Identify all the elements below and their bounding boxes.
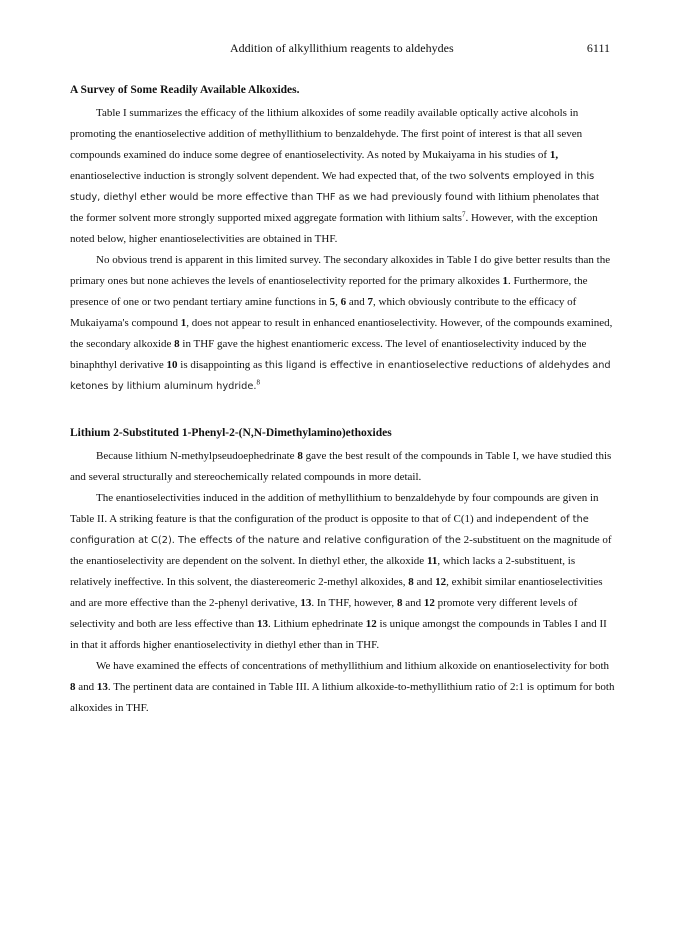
page-header	[70, 41, 610, 57]
section-heading-ethoxides: Lithium 2-Substituted 1-Phenyl-2-(N,N-Dimethylamino)ethoxides	[70, 427, 392, 439]
section-heading-alkoxide-survey: A Survey of Some Readily Available Alkoxides.	[70, 84, 300, 96]
page-number: 6111	[586, 41, 610, 55]
paragraph-ethoxides-3: We have examined the effects of concentrations of methyllithium and lithium alkoxide on enantioselectivity for both 8 and 13. The pertinent data are contained in Table III. A lithium alkoxide-to-methyllithium ratio of 2:1 is optimum for both alkoxides in THF.	[70, 660, 615, 714]
running-title: Addition of alkyllithium reagents to aldehydes	[230, 41, 454, 55]
paragraph-ethoxides-1: Because lithium N-methylpseudoephedrinate 8 gave the best result of the compounds in Table I, we have studied this and several structurally and stereochemically related compounds in more detail.	[70, 450, 612, 483]
body-text	[70, 80, 615, 719]
paragraph-ethoxides-2: The enantioselectivities induced in the addition of methyllithium to benzaldehyde by four compounds are given in Table II. A striking feature is that the configuration of the product is opposite to that of C(1) and independent of the configuration at C(2). The effects of the nature and relative configuration of the 2-substituent on the magnitude of the enantioselectivity are dependent on the solvent. In diethyl ether, the alkoxide 11, which lacks a 2-substituent, is relatively ineffective. In this solvent, the diastereomeric 2-methyl alkoxides, 8 and 12, exhibit similar enantioselectivities and are more effective than the 2-phenyl derivative, 13. In THF, however, 8 and 12 promote very different levels of selectivity and both are less effective than 13. Lithium ephedrinate 12 is unique amongst the compounds in Tables I and II in that it affords higher enantioselectivity in diethyl ether than in THF.	[70, 492, 612, 651]
footnote-ref-8: 8	[256, 378, 260, 387]
paragraph-survey-1: Table I summarizes the efficacy of the lithium alkoxides of some readily available optically active alcohols in promoting the enantioselective addition of methyllithium to benzaldehyde. The first point of interest is that all seven compounds examined do induce some degree of enantioselectivity. As noted by Mukaiyama in his studies of 1, enantioselective induction is strongly solvent dependent. We had expected that, of the two solvents employed in this study, diethyl ether would be more effective than THF as we had previously found with lithium phenolates that the former solvent more strongly supported mixed aggregate formation with lithium salts$^7$. However, with the exception noted below, higher enantioselectivities are obtained in THF.	[70, 107, 599, 245]
section-gap	[70, 397, 615, 423]
footnote-ref-7: 7	[461, 210, 466, 219]
paragraph-survey-2: No obvious trend is apparent in this limited survey. The secondary alkoxides in Table I do give better results than the primary ones but none achieves the levels of enantioselectivity reported for the primary alkoxides 1. Furthermore, the presence of one or two pendant tertiary amine functions in 5, 6 and 7, which obviously contribute to the efficacy of Mukaiyama's compound 1, does not appear to result in enhanced enantioselectivity. However, of the compounds examined, the secondary alkoxide 8 in THF gave the highest enantiomeric excess. The level of enantioselectivity induced by the binaphthyl derivative 10 is disappointing as this ligand is effective in enantioselective reductions of aldehydes and ketones by lithium aluminum hydride.$^8$	[70, 254, 613, 392]
